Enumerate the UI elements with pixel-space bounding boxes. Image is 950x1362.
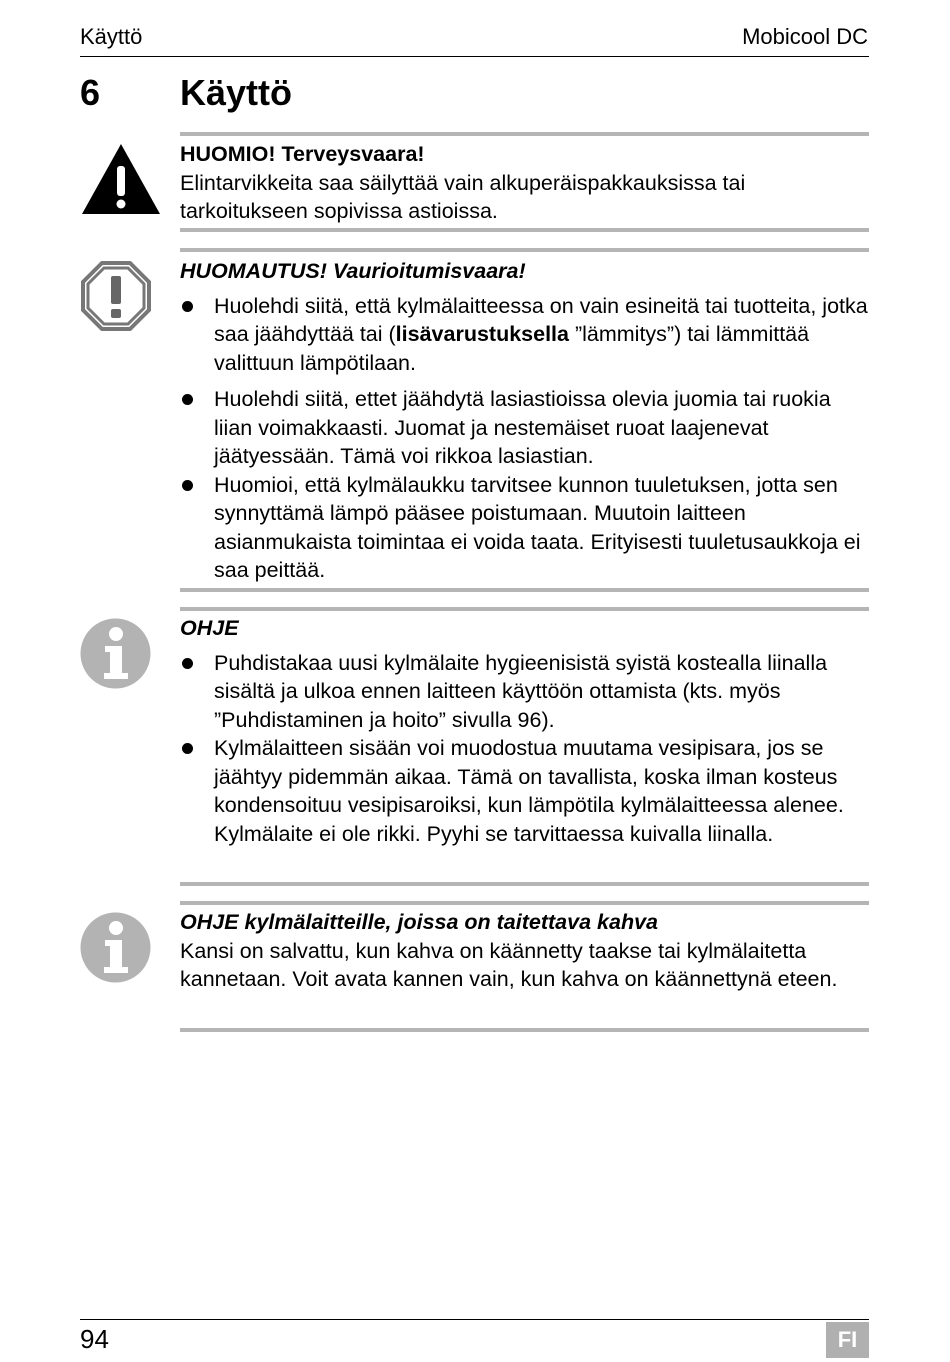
page-number: 94 (80, 1324, 109, 1354)
warning-triangle-icon (80, 142, 162, 216)
info-icon (80, 912, 151, 983)
running-header-section: Käyttö (80, 24, 143, 49)
header-divider (80, 56, 869, 57)
note-text: Kansi on salvattu, kun kahva on käännetty taakse tai kylmälaitetta kannetaan. Voit avata kannen vain, kun kahva on käännettynä eteen. (180, 938, 838, 991)
footer-divider (80, 1319, 869, 1320)
info-icon (80, 618, 151, 689)
note-title: OHJE (180, 616, 239, 640)
note-block (180, 614, 869, 848)
list-item: Puhdistakaa uusi kylmälaite hygieenisistä syistä kostealla liinalla sisältä ja ulkoa ennen laitteen käyttöön ottamista (kts. myös ”Puhdistaminen ja hoito” sivulla 96). (180, 649, 869, 735)
list-item: Huolehdi siitä, että kylmälaitteessa on vain esineitä tai tuotteita, jotka saa jäähdyttää tai (lisävarustuksella ”lämmitys”) tai lämmittää valittuun lämpötilaan. (180, 292, 869, 378)
box-rule (180, 132, 869, 136)
list-item: Kylmälaitteen sisään voi muodostua muutama vesipisara, jos se jäähtyy pidemmän aikaa. Tämä on tavallista, koska ilman kosteus kondensoituu vesipisaroiksi, kun lämpötila kylmälaitteessa alenee. Kylmälaite ei ole rikki. Pyyhi se tarvittaessa kuivalla liinalla. (180, 734, 869, 848)
warning-block (180, 140, 869, 226)
notice-list (180, 292, 869, 585)
running-header-product: Mobicool DC (742, 24, 868, 49)
section-number: 6 (80, 72, 101, 113)
section-title: Käyttö (180, 72, 293, 113)
warning-text: Elintarvikkeita saa säilyttää vain alkuperäispakkauksissa tai tarkoitukseen sopivissa astioissa. (180, 170, 746, 223)
list-item: Huolehdi siitä, ettet jäähdytä lasiastioissa olevia juomia tai ruokia liian voimakkaasti. Juomat ja nestemäiset ruoat laajenevat jäätyessään. Tämä voi rikkoa lasiastian. (180, 385, 869, 471)
box-rule (180, 901, 869, 905)
box-rule (180, 248, 869, 252)
language-badge: FI (826, 1322, 869, 1358)
warning-title: HUOMIO! Terveysvaara! (180, 142, 425, 166)
list-item: Huomioi, että kylmälaukku tarvitsee kunnon tuuletuksen, jotta sen synnyttämä lämpö pääsee poistumaan. Muutoin laitteen asianmukaista toimintaa ei voida taata. Erityisesti tuuletusaukkoja ei saa peittää. (180, 471, 869, 585)
notice-title: HUOMAUTUS! Vaurioitumisvaara! (180, 259, 526, 283)
box-rule (180, 882, 869, 886)
note-block (180, 908, 869, 994)
box-rule (180, 588, 869, 592)
note-list (180, 649, 869, 849)
note-title: OHJE kylmälaitteille, joissa on taitettava kahva (180, 910, 658, 934)
box-rule (180, 228, 869, 232)
octagon-exclamation-icon (80, 260, 152, 332)
box-rule (180, 607, 869, 611)
box-rule (180, 1028, 869, 1032)
notice-block (180, 257, 869, 585)
